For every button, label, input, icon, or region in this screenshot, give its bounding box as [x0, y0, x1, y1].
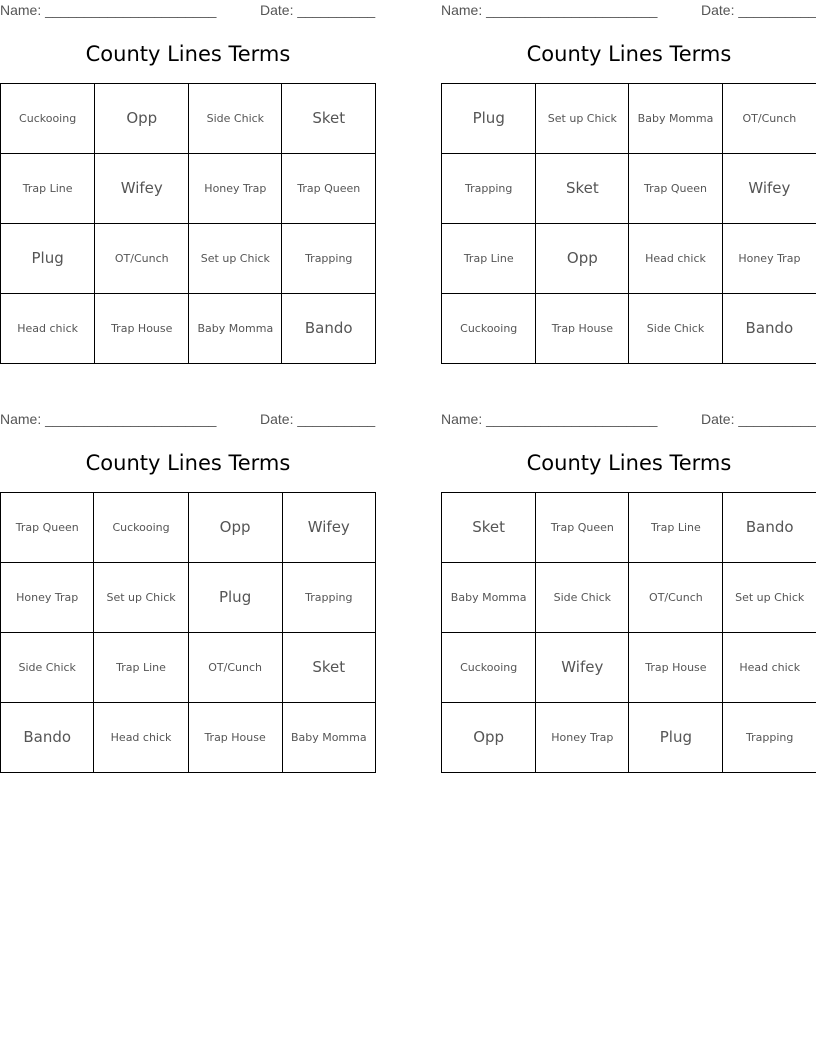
grid-row — [442, 493, 816, 563]
grid-row — [1, 633, 376, 703]
grid-cell: Bando — [282, 294, 376, 364]
grid-cell: Trapping — [282, 224, 376, 294]
grid-cell: Trap House — [629, 633, 723, 703]
grid-cell: Cuckooing — [1, 84, 95, 154]
grid-cell: Honey Trap — [189, 154, 282, 224]
grid-cell: Honey Trap — [722, 224, 816, 294]
grid-cell: Set up Chick — [189, 224, 282, 294]
grid-row — [442, 703, 816, 773]
grid-cell: Opp — [188, 493, 282, 563]
grid-row — [1, 294, 376, 364]
grid-cell: Opp — [442, 703, 536, 773]
grid-row — [442, 84, 816, 154]
bingo-grid — [0, 492, 376, 773]
card-title: County Lines Terms — [526, 42, 732, 66]
grid-cell: Baby Momma — [442, 563, 536, 633]
grid-row — [442, 154, 816, 224]
grid-cell: Head chick — [94, 703, 188, 773]
grid-row — [442, 633, 816, 703]
grid-cell: Trap House — [95, 294, 189, 364]
name-field-label: Name: ______________________ — [0, 2, 217, 18]
date-field-label: Date: __________ — [701, 411, 816, 427]
grid-row — [442, 294, 816, 364]
grid-row — [1, 224, 376, 294]
grid-row — [1, 493, 376, 563]
grid-cell: Honey Trap — [1, 563, 94, 633]
grid-row — [442, 563, 816, 633]
grid-row — [442, 224, 816, 294]
grid-cell: Wifey — [282, 493, 375, 563]
grid-cell: Plug — [629, 703, 723, 773]
grid-cell: Plug — [1, 224, 95, 294]
grid-cell: Plug — [188, 563, 282, 633]
grid-cell: Side Chick — [629, 294, 723, 364]
date-field-label: Date: __________ — [260, 2, 376, 18]
grid-cell: OT/Cunch — [188, 633, 282, 703]
grid-cell: Trap Queen — [629, 154, 723, 224]
name-field-label: Name: ______________________ — [441, 411, 658, 427]
grid-cell: Baby Momma — [629, 84, 723, 154]
grid-cell: OT/Cunch — [722, 84, 816, 154]
date-field-label: Date: __________ — [260, 411, 376, 427]
grid-cell: Sket — [282, 633, 375, 703]
grid-cell: Set up Chick — [723, 563, 816, 633]
grid-cell: Cuckooing — [442, 294, 536, 364]
grid-cell: Trap Queen — [536, 493, 629, 563]
grid-cell: Opp — [536, 224, 629, 294]
grid-row — [1, 563, 376, 633]
grid-cell: Trapping — [282, 563, 375, 633]
grid-cell: Bando — [723, 493, 816, 563]
grid-cell: Trap Queen — [282, 154, 376, 224]
grid-cell: Side Chick — [536, 563, 629, 633]
card-header — [0, 409, 376, 429]
grid-row — [1, 703, 376, 773]
grid-cell: Set up Chick — [94, 563, 188, 633]
grid-cell: Cuckooing — [442, 633, 536, 703]
grid-cell: Trap Line — [94, 633, 188, 703]
grid-cell: OT/Cunch — [95, 224, 189, 294]
grid-cell: Trap Line — [442, 224, 536, 294]
grid-cell: Set up Chick — [536, 84, 629, 154]
card-header — [441, 0, 816, 20]
grid-cell: Wifey — [536, 633, 629, 703]
grid-cell: Opp — [95, 84, 189, 154]
date-field-label: Date: __________ — [701, 2, 816, 18]
grid-row — [1, 84, 376, 154]
grid-cell: Cuckooing — [94, 493, 188, 563]
grid-cell: Trap House — [536, 294, 629, 364]
grid-cell: Trapping — [442, 154, 536, 224]
grid-cell: Sket — [442, 493, 536, 563]
grid-cell: Side Chick — [189, 84, 282, 154]
name-field-label: Name: ______________________ — [441, 2, 658, 18]
card-header — [441, 409, 816, 429]
grid-cell: Side Chick — [1, 633, 94, 703]
grid-cell: Trap Line — [1, 154, 95, 224]
card-header — [0, 0, 376, 20]
grid-cell: Trap Line — [629, 493, 723, 563]
bingo-grid — [0, 83, 376, 364]
grid-cell: Head chick — [1, 294, 95, 364]
grid-cell: Head chick — [723, 633, 816, 703]
grid-cell: Baby Momma — [282, 703, 375, 773]
grid-cell: Honey Trap — [536, 703, 629, 773]
grid-cell: Trapping — [723, 703, 816, 773]
bingo-grid — [441, 492, 816, 773]
grid-cell: Trap Queen — [1, 493, 94, 563]
grid-row — [1, 154, 376, 224]
grid-cell: Head chick — [629, 224, 723, 294]
card-title: County Lines Terms — [85, 451, 291, 475]
card-title: County Lines Terms — [85, 42, 291, 66]
grid-cell: Sket — [282, 84, 376, 154]
grid-cell: Wifey — [95, 154, 189, 224]
grid-cell: OT/Cunch — [629, 563, 723, 633]
card-title: County Lines Terms — [526, 451, 732, 475]
grid-cell: Plug — [442, 84, 536, 154]
grid-cell: Bando — [722, 294, 816, 364]
bingo-grid — [441, 83, 816, 364]
name-field-label: Name: ______________________ — [0, 411, 217, 427]
grid-cell: Bando — [1, 703, 94, 773]
grid-cell: Trap House — [188, 703, 282, 773]
grid-cell: Baby Momma — [189, 294, 282, 364]
grid-cell: Sket — [536, 154, 629, 224]
grid-cell: Wifey — [722, 154, 816, 224]
